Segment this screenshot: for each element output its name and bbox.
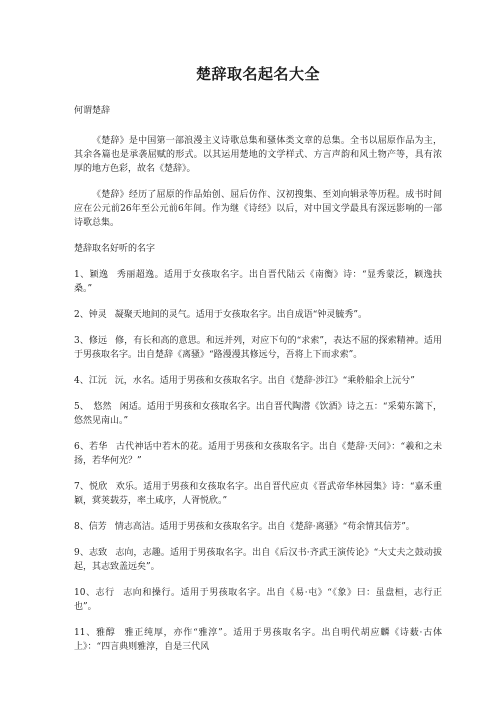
list-item [74,308,442,322]
name-label: 4、江沅 [74,376,107,386]
name-description: 欢乐。适用于男孩和女孩取名字。出自晋代应贞《晋武帝华林园集》诗：“嘉禾重颖，蓂荚载芬，率土咸序，人胥悦欣。” [74,482,442,506]
name-description: 情志高洁。适用于男孩和女孩取名字。出自《楚辞·离骚》“苟余情其信芳”。 [114,522,415,532]
list-item [74,546,442,574]
list-item [74,374,442,388]
document-title: 楚辞取名起名大全 [195,65,320,83]
list-item [74,268,442,296]
list-item [74,400,442,428]
name-label: 10、志行 [74,588,115,598]
name-description: 修，有长和高的意思。和远并列，对应下句的“求索”，表达不屈的探索精神。适用于男孩取名字。出自楚辞《离骚》“路漫漫其修远兮，吾将上下而求索”。 [74,336,442,360]
name-label: 7、悦欣 [74,482,108,492]
name-label: 5、 悠然 [74,402,112,412]
name-list [74,268,442,654]
name-description: 古代神话中若木的花。适用于男孩和女孩取名字。出自《楚辞·天问》：“羲和之未扬，若华何光？” [74,442,442,466]
name-label: 8、信芳 [74,522,107,532]
intro-paragraph-2: 《楚辞》经历了屈原的作品始创、屈后仿作、汉初搜集、至刘向辑录等历程。成书时间应在公元前26年至公元前6年间。作为继《诗经》以后，对中国文学最具有深远影响的一部诗歌总集。 [74,190,442,228]
name-label: 1、颖逸 [74,270,109,280]
list-item [74,480,442,508]
name-description: 沅，水名。适用于男孩和女孩取名字。出自《楚辞·涉江》“乘舲船余上沅兮” [114,376,415,386]
name-description: 雅正纯厚，亦作“雅淳”。适用于男孩取名字。出自明代胡应麟《诗薮·古体上》：“四言典则雅淳，自是三代风 [74,628,442,652]
name-label: 2、钟灵 [74,310,107,320]
list-item [74,334,442,362]
name-description: 志向和操行。适用于男孩取名字。出自《易·屯》“《象》曰：虽盘桓，志行正也”。 [74,588,443,612]
name-list-heading: 楚辞取名好听的名字 [74,244,156,254]
name-description: 志向，志趣。适用于男孩取名字。出自《后汉书·齐武王演传论》“大丈夫之鼓动拔起，其志致盖远矣”。 [74,548,442,572]
list-item [74,626,442,654]
list-item [74,586,442,614]
name-label: 9、志致 [74,548,108,558]
name-description: 闲适。适用于男孩和女孩取名字。出自晋代陶潜《饮酒》诗之五：“采菊东篱下，悠然见南山。” [74,402,442,426]
name-label: 3、修远 [74,336,108,346]
intro-heading: 何谓楚辞 [74,106,111,116]
name-label: 11、雅醇 [74,628,116,638]
list-item [74,440,442,468]
list-item [74,520,442,534]
name-description: 凝聚天地间的灵气。适用于女孩取名字。出自成语“钟灵毓秀”。 [114,310,367,320]
name-label: 6、若华 [74,442,108,452]
intro-paragraph-1: 《楚辞》是中国第一部浪漫主义诗歌总集和骚体类文章的总集。全书以屈原作品为主，其余各篇也是承袭屈赋的形式。以其运用楚地的文学样式、方言声韵和风土物产等，具有浓厚的地方色彩，故名《楚辞》。 [74,136,442,174]
name-description: 秀丽超逸。适用于女孩取名字。出自晋代陆云《南衡》诗：“显秀蒙泛，颖逸扶桑。” [74,270,442,294]
